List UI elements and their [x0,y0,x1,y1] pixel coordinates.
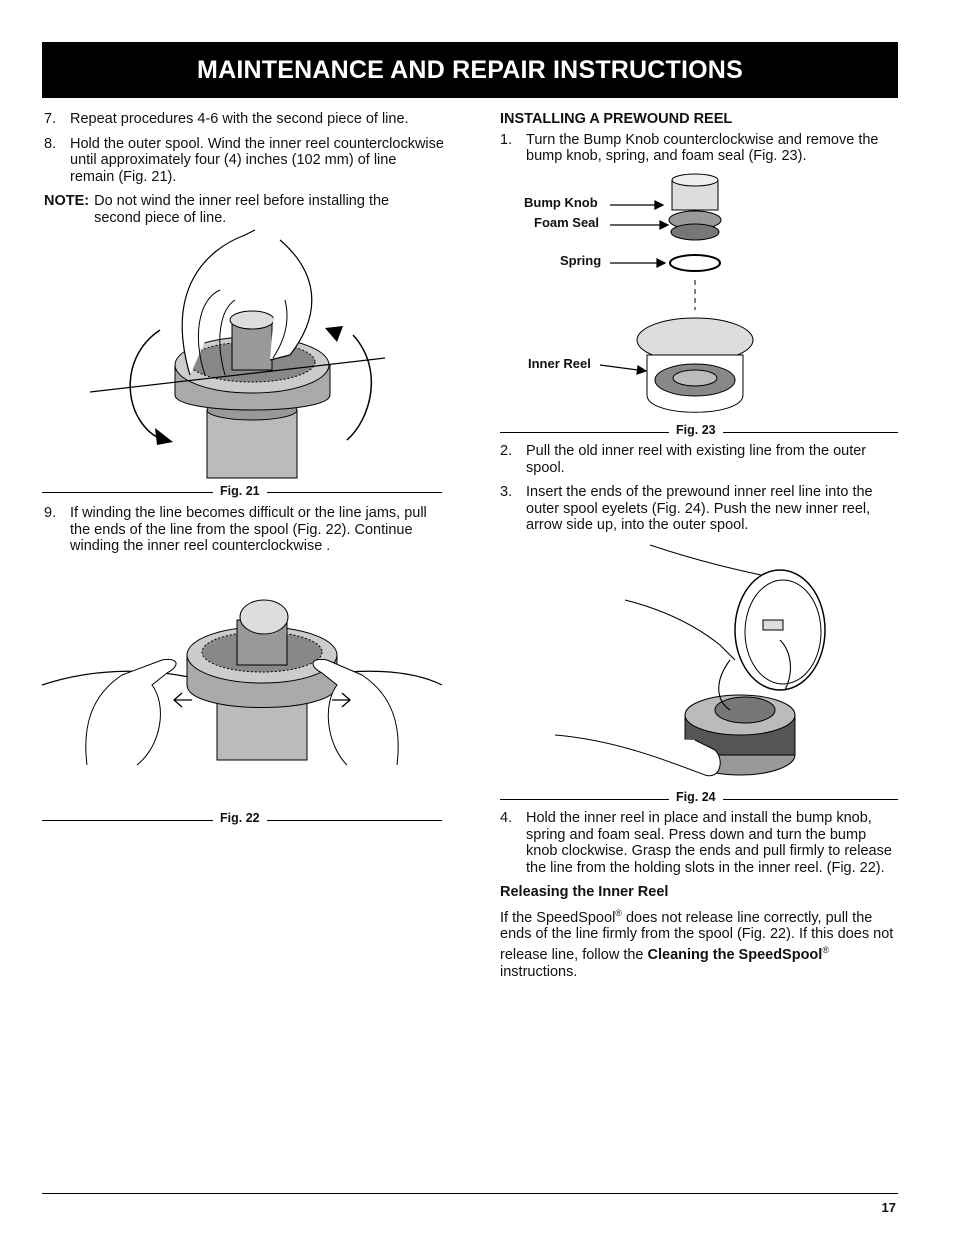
callout-bump-knob: Bump Knob [524,195,598,210]
subheading-releasing: Releasing the Inner Reel [500,884,669,900]
fig23-label: Fig. 23 [669,423,723,437]
left-column-top [44,111,444,226]
right-column-mid [500,443,898,542]
step-2: 2. Pull the old inner reel with existing line from the outer spool. [500,443,867,476]
releasing-paragraph: If the SpeedSpool® does not release line correctly, pull the ends of the line firmly from the spool (Fig. 22). If this does not release line, follow the Cleaning the SpeedSpool® instructions. [500,907,894,980]
fig22-label: Fig. 22 [213,811,267,825]
fig24-illustration [555,540,845,790]
step-9: 9. If winding the line becomes difficult or the line jams, pull the ends of the line from the spool (Fig. 22). Continue winding the inner reel counterclockwise . [44,505,427,554]
step-1: 1. Turn the Bump Knob counterclockwise and remove the bump knob, spring, and foam seal (Fig. 23). [500,131,879,164]
step-7: 7. Repeat procedures 4-6 with the second piece of line. [44,111,409,127]
step-8: 8. Hold the outer spool. Wind the inner reel counterclockwise until approximately four (4) inches (102 mm) of line remain (Fig. 21). [44,135,444,185]
callout-spring: Spring [560,253,602,268]
note-label: NOTE: [44,193,90,209]
note [44,193,444,226]
fig22-illustration [42,595,442,770]
right-column-bottom [500,810,898,980]
callout-foam-seal: Foam Seal [534,215,600,230]
fig23-illustration [600,170,780,420]
fig21-label: Fig. 21 [213,484,267,498]
step-3: 3. Insert the ends of the prewound inner reel line into the outer spool eyelets (Fig. 24). Push the new inner reel, arrow side up, into the outer spool. [500,484,873,533]
page-number: 17 [881,1200,896,1215]
section-heading-prewound: INSTALLING A PREWOUND REEL [500,111,733,127]
note-text: Do not wind the inner reel before installing the second piece of line. [94,193,390,226]
callout-inner-reel: Inner Reel [528,356,591,371]
left-column-step9 [44,505,444,563]
right-column-top [500,111,898,173]
page-header-bar [42,42,898,98]
page-title: MAINTENANCE AND REPAIR INSTRUCTIONS [197,55,743,84]
fig24-label: Fig. 24 [669,790,723,804]
step-4: 4. Hold the inner reel in place and install the bump knob, spring and foam seal. Press down and turn the bump knob clockwise. Grasp the ends and pull firmly to release the line from the holding slots in the inner reel. (Fig. 22). [500,810,892,876]
fig21-illustration [85,230,405,480]
footer-rule [42,1193,898,1194]
